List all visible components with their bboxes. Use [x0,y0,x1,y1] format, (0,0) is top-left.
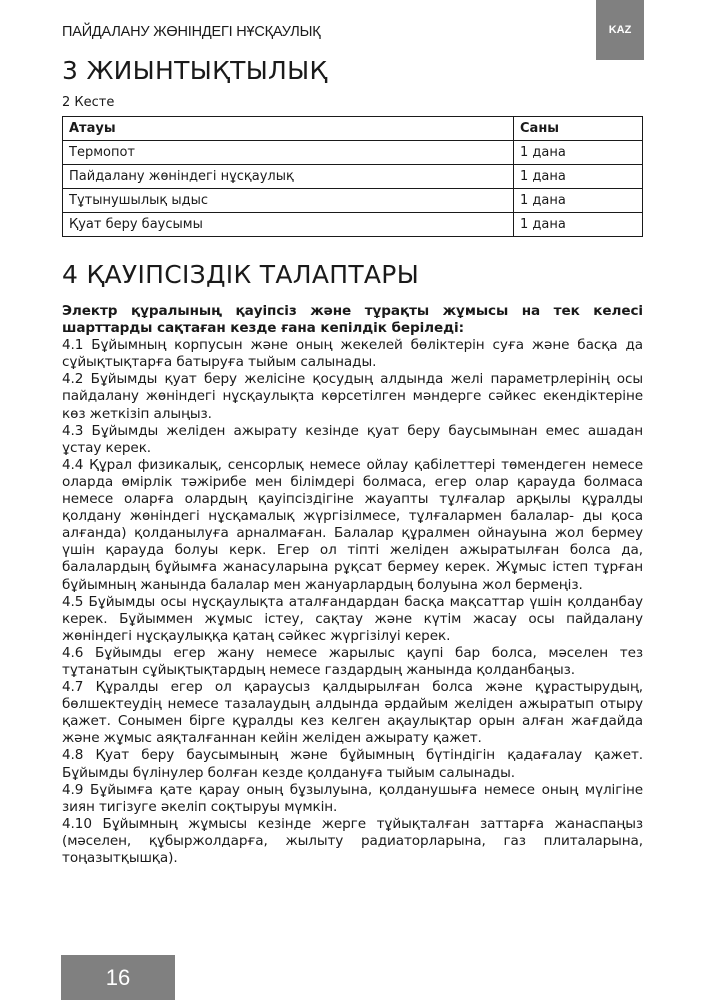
table-cell-quantity: 1 дана [514,213,643,237]
safety-item-4-6: 4.6 Бұйымды егер жану немесе жарылыс қаупі бар болса, мәселен тез тұтанатын сұйықтықтардың немесе газдардың жанында қолданбаңыз. [62,644,643,678]
safety-item-4-4: 4.4 Құрал физикалық, сенсорлық немесе ойлау қабілеттері төмендеген немесе оларда өмірлік тәжірибе мен білімдері болмаса, егер олар қарауда болмаса немесе оларға олардың қауіпсіздігіне жауапты тұлғалар арқылы құралды қолдану жөніндегі нұсқамалық жүргізілмесе, тұлғалармен балалар- ды қоса алғанда) қолданылуға арналмаған. Балалар құралмен ойнауына жол бермеу үшін қарауда болуы керк. Егер ол тіпті желіден ажыратылған болса да, балалардың бұйымға жанасуларына рұқсат бермеу керек. Жұмыс істеп тұрған бұйымның жанында балалар мен жануарлардың болуына жол бермеңіз. [62,456,643,593]
language-badge: KAZ [596,0,644,60]
table-cell-quantity: 1 дана [514,165,643,189]
safety-item-4-2: 4.2 Бұйымды қуат беру желісіне қосудың алдында желі параметрлерінің осы пайдалану жөніндегі нұсқаулықта көрсетілген мәндерге сәйкес екендіктеріне көз жеткізіп алыңыз. [62,371,643,422]
section-4-title: 4 ҚАУІПСІЗДІК ТАЛАПТАРЫ [62,260,420,289]
table-cell-quantity: 1 дана [514,189,643,213]
safety-item-4-10: 4.10 Бұйымның жұмысы кезінде жерге тұйықталған заттарға жанаспаңыз (мәселен, құбыржолдарға, жылыту радиаторларына, газ плиталарына, тоңазытқышқа). [62,815,643,866]
table-cell-quantity: 1 дана [514,141,643,165]
column-header-name: Атауы [63,117,514,141]
table-caption: 2 Кесте [62,95,115,110]
table-cell-name: Термопот [63,141,514,165]
table-row [63,189,643,213]
table-cell-name: Қуат беру баусымы [63,213,514,237]
safety-intro: Электр құралының қауіпсіз және тұрақты жұмысы на тек келесі шарттарды сақтаған кезде ғана кепілдік беріледі: [62,303,643,337]
table-row [63,165,643,189]
column-header-quantity: Саны [514,117,643,141]
safety-item-4-3: 4.3 Бұйымды желіден ажырату кезінде қуат беру баусымынан емес ашадан ұстау керек. [62,422,643,456]
table-row [63,213,643,237]
table-cell-name: Пайдалану жөніндегі нұсқаулық [63,165,514,189]
table-header-row [63,117,643,141]
table-cell-name: Тұтынушылық ыдыс [63,189,514,213]
safety-item-4-8: 4.8 Қуат беру баусымының және бұйымның бүтіндігін қадағалау қажет. Бұйымды бүлінулер болған кезде қолдануға тыйым салынады. [62,747,643,781]
safety-item-4-5: 4.5 Бұйымды осы нұсқаулықта аталғандардан басқа мақсаттар үшін қолданбау керек. Бұйыммен жұмыс істеу, сақтау және күтім жасау осы пайдалану жөніндегі нұсқаулыққа қатаң сәйкес жүргізілуі керек. [62,593,643,644]
safety-item-4-7: 4.7 Құралды егер ол қараусыз қалдырылған болса және құрастырудың, бөлшектеудің немесе тазалаудың алдында әрдайым желіден ажыратып отыру қажет. Сонымен бірге құралды кез келген ақаулықтар орын алған жағдайда және жұмыс аяқталғаннан кейін желіден ажырату қажет. [62,679,643,747]
components-table [62,116,643,237]
section-3-title: 3 ЖИЫНТЫҚТЫЛЫҚ [62,56,328,85]
header-title: ПАЙДАЛАНУ ЖӨНІНДЕГІ НҰСҚАУЛЫҚ [62,24,321,40]
table-row [63,141,643,165]
safety-item-4-9: 4.9 Бұйымға қате қарау оның бұзылуына, қолданушыға немесе оның мүлігіне зиян тигізуге әкеліп соқтыруы мүмкін. [62,781,643,815]
page-number: 16 [61,955,175,1000]
safety-requirements-text [62,303,643,867]
safety-item-4-1: 4.1 Бұйымның корпусын және оның жекелей бөліктерін суға және басқа да сұйықтықтарға батыруға тыйым салынады. [62,337,643,371]
